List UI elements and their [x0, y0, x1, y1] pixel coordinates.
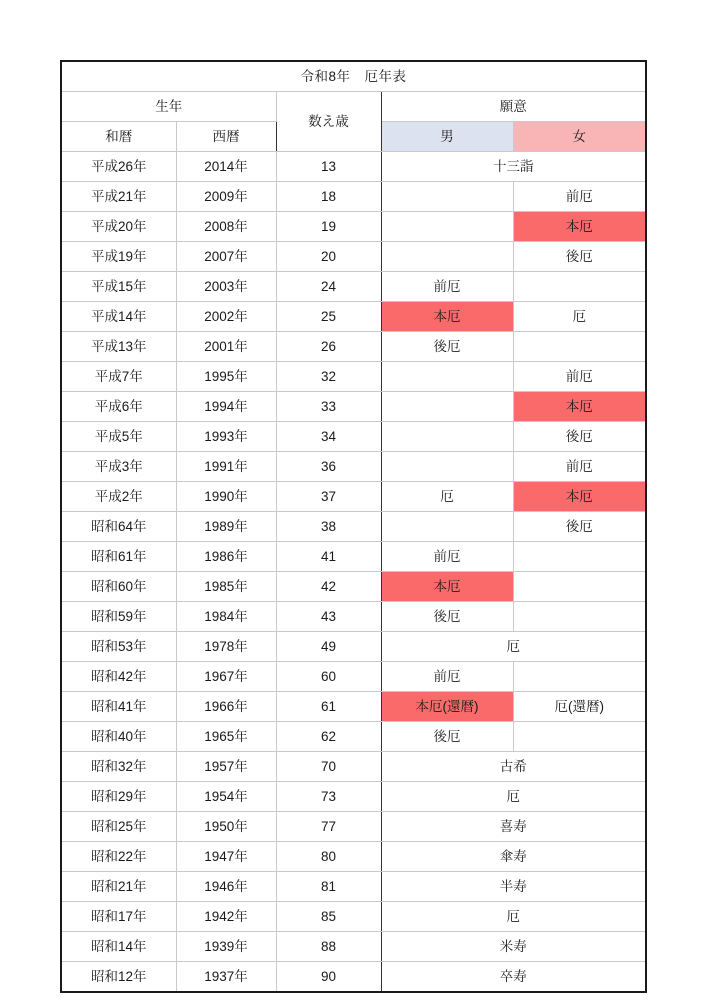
cell-wareki: 昭和21年	[61, 872, 176, 902]
cell-seireki: 1942年	[176, 902, 276, 932]
table-row	[61, 662, 646, 692]
cell-age: 19	[276, 212, 381, 242]
cell-age: 90	[276, 962, 381, 993]
cell-male: 前厄	[381, 272, 513, 302]
cell-age: 36	[276, 452, 381, 482]
table-row	[61, 482, 646, 512]
cell-ganni-both: 十三詣	[381, 152, 646, 182]
table-row	[61, 302, 646, 332]
cell-male	[381, 512, 513, 542]
cell-female	[513, 542, 646, 572]
cell-female: 厄(還暦)	[513, 692, 646, 722]
cell-age: 81	[276, 872, 381, 902]
cell-seireki: 1939年	[176, 932, 276, 962]
cell-male: 後厄	[381, 602, 513, 632]
table-row	[61, 722, 646, 752]
cell-seireki: 2008年	[176, 212, 276, 242]
page-title: 令和8年 厄年表	[61, 61, 646, 92]
cell-wareki: 昭和53年	[61, 632, 176, 662]
cell-female	[513, 572, 646, 602]
cell-age: 33	[276, 392, 381, 422]
cell-age: 18	[276, 182, 381, 212]
cell-female-honyaku: 本厄	[513, 392, 646, 422]
cell-seireki: 2014年	[176, 152, 276, 182]
cell-wareki: 昭和41年	[61, 692, 176, 722]
table-row	[61, 872, 646, 902]
header-group-row	[61, 92, 646, 122]
cell-wareki: 昭和59年	[61, 602, 176, 632]
cell-wareki: 平成7年	[61, 362, 176, 392]
cell-wareki: 昭和29年	[61, 782, 176, 812]
table-row	[61, 752, 646, 782]
cell-seireki: 1957年	[176, 752, 276, 782]
cell-wareki: 平成6年	[61, 392, 176, 422]
header-female: 女	[513, 122, 646, 152]
cell-male	[381, 242, 513, 272]
cell-female: 前厄	[513, 452, 646, 482]
cell-wareki: 平成19年	[61, 242, 176, 272]
cell-age: 25	[276, 302, 381, 332]
cell-seireki: 1991年	[176, 452, 276, 482]
cell-ganni-both: 厄	[381, 782, 646, 812]
cell-age: 73	[276, 782, 381, 812]
cell-ganni-both: 厄	[381, 902, 646, 932]
cell-wareki: 昭和17年	[61, 902, 176, 932]
cell-age: 32	[276, 362, 381, 392]
cell-seireki: 1946年	[176, 872, 276, 902]
cell-seireki: 1993年	[176, 422, 276, 452]
cell-age: 42	[276, 572, 381, 602]
cell-wareki: 平成20年	[61, 212, 176, 242]
header-seireki: 西暦	[176, 122, 276, 152]
table-row	[61, 692, 646, 722]
cell-seireki: 2002年	[176, 302, 276, 332]
cell-wareki: 平成14年	[61, 302, 176, 332]
cell-male: 前厄	[381, 542, 513, 572]
cell-ganni-both: 米寿	[381, 932, 646, 962]
table-row	[61, 212, 646, 242]
table-row	[61, 182, 646, 212]
cell-seireki: 1954年	[176, 782, 276, 812]
cell-seireki: 1986年	[176, 542, 276, 572]
cell-ganni-both: 半寿	[381, 872, 646, 902]
cell-male: 前厄	[381, 662, 513, 692]
cell-seireki: 1965年	[176, 722, 276, 752]
cell-age: 88	[276, 932, 381, 962]
cell-wareki: 昭和42年	[61, 662, 176, 692]
table-row	[61, 842, 646, 872]
cell-male	[381, 452, 513, 482]
cell-female	[513, 272, 646, 302]
cell-wareki: 昭和60年	[61, 572, 176, 602]
cell-age: 62	[276, 722, 381, 752]
title-row	[61, 61, 646, 92]
cell-female	[513, 722, 646, 752]
cell-wareki: 平成3年	[61, 452, 176, 482]
cell-age: 34	[276, 422, 381, 452]
cell-seireki: 2007年	[176, 242, 276, 272]
cell-wareki: 平成26年	[61, 152, 176, 182]
table-row	[61, 452, 646, 482]
cell-wareki: 昭和61年	[61, 542, 176, 572]
table-row	[61, 542, 646, 572]
table-body	[61, 152, 646, 993]
cell-female	[513, 332, 646, 362]
table-row	[61, 272, 646, 302]
cell-female: 後厄	[513, 422, 646, 452]
cell-male: 厄	[381, 482, 513, 512]
cell-female-honyaku: 本厄	[513, 212, 646, 242]
cell-wareki: 昭和32年	[61, 752, 176, 782]
cell-male: 後厄	[381, 722, 513, 752]
cell-seireki: 1950年	[176, 812, 276, 842]
cell-age: 38	[276, 512, 381, 542]
cell-seireki: 1994年	[176, 392, 276, 422]
cell-seireki: 1990年	[176, 482, 276, 512]
cell-age: 80	[276, 842, 381, 872]
table-row	[61, 812, 646, 842]
cell-seireki: 1985年	[176, 572, 276, 602]
cell-ganni-both: 傘寿	[381, 842, 646, 872]
cell-wareki: 昭和25年	[61, 812, 176, 842]
cell-female: 前厄	[513, 362, 646, 392]
table-row	[61, 362, 646, 392]
cell-age: 61	[276, 692, 381, 722]
cell-seireki: 1989年	[176, 512, 276, 542]
table-row	[61, 242, 646, 272]
table-row	[61, 422, 646, 452]
cell-age: 41	[276, 542, 381, 572]
cell-age: 24	[276, 272, 381, 302]
cell-age: 37	[276, 482, 381, 512]
cell-ganni-both: 卒寿	[381, 962, 646, 993]
cell-age: 49	[276, 632, 381, 662]
cell-ganni-both: 厄	[381, 632, 646, 662]
cell-male	[381, 422, 513, 452]
cell-wareki: 平成5年	[61, 422, 176, 452]
cell-seireki: 1995年	[176, 362, 276, 392]
table-row	[61, 782, 646, 812]
table-row	[61, 932, 646, 962]
cell-age: 13	[276, 152, 381, 182]
cell-seireki: 2001年	[176, 332, 276, 362]
table-header	[61, 61, 646, 152]
cell-male-honyaku: 本厄	[381, 302, 513, 332]
cell-male	[381, 182, 513, 212]
table-row	[61, 632, 646, 662]
table-row	[61, 902, 646, 932]
cell-ganni-both: 喜寿	[381, 812, 646, 842]
header-male: 男	[381, 122, 513, 152]
cell-wareki: 平成15年	[61, 272, 176, 302]
cell-female: 後厄	[513, 512, 646, 542]
cell-wareki: 昭和22年	[61, 842, 176, 872]
cell-female: 前厄	[513, 182, 646, 212]
header-birth-year-group: 生年	[61, 92, 276, 122]
cell-age: 20	[276, 242, 381, 272]
cell-seireki: 1966年	[176, 692, 276, 722]
cell-male	[381, 362, 513, 392]
cell-female-honyaku: 本厄	[513, 482, 646, 512]
cell-seireki: 1937年	[176, 962, 276, 993]
cell-age: 70	[276, 752, 381, 782]
cell-seireki: 2003年	[176, 272, 276, 302]
cell-age: 60	[276, 662, 381, 692]
cell-male	[381, 212, 513, 242]
cell-seireki: 1978年	[176, 632, 276, 662]
cell-male-honyaku: 本厄	[381, 572, 513, 602]
cell-age: 26	[276, 332, 381, 362]
header-wareki: 和暦	[61, 122, 176, 152]
cell-seireki: 1984年	[176, 602, 276, 632]
cell-age: 77	[276, 812, 381, 842]
table-row	[61, 512, 646, 542]
header-age: 数え歳	[276, 92, 381, 152]
cell-male	[381, 392, 513, 422]
table-row	[61, 962, 646, 993]
cell-wareki: 平成2年	[61, 482, 176, 512]
header-ganni-group: 願意	[381, 92, 646, 122]
cell-seireki: 1967年	[176, 662, 276, 692]
table-row	[61, 392, 646, 422]
cell-wareki: 昭和14年	[61, 932, 176, 962]
cell-age: 43	[276, 602, 381, 632]
cell-male-honyaku: 本厄(還暦)	[381, 692, 513, 722]
table-row	[61, 572, 646, 602]
cell-seireki: 2009年	[176, 182, 276, 212]
cell-female: 後厄	[513, 242, 646, 272]
cell-female: 厄	[513, 302, 646, 332]
cell-female	[513, 662, 646, 692]
cell-seireki: 1947年	[176, 842, 276, 872]
cell-male: 後厄	[381, 332, 513, 362]
cell-age: 85	[276, 902, 381, 932]
cell-wareki: 平成21年	[61, 182, 176, 212]
yakudoshi-table	[60, 60, 647, 993]
cell-wareki: 昭和64年	[61, 512, 176, 542]
table-row	[61, 152, 646, 182]
table-row	[61, 332, 646, 362]
cell-ganni-both: 古希	[381, 752, 646, 782]
cell-wareki: 平成13年	[61, 332, 176, 362]
cell-wareki: 昭和40年	[61, 722, 176, 752]
cell-wareki: 昭和12年	[61, 962, 176, 993]
cell-female	[513, 602, 646, 632]
table-row	[61, 602, 646, 632]
